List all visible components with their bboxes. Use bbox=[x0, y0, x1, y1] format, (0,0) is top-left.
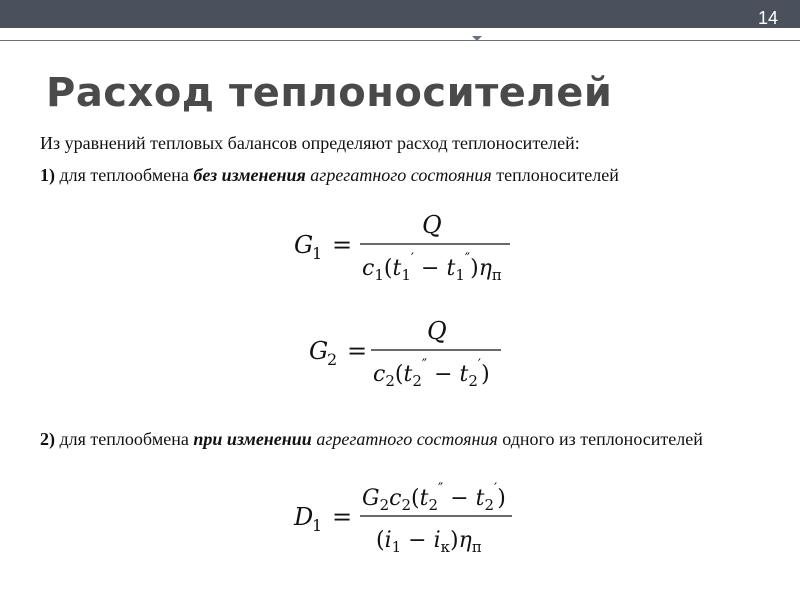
g2-equals: = bbox=[347, 337, 368, 365]
item-1-part-a: для теплообмена bbox=[55, 165, 194, 185]
item-1-text bbox=[40, 162, 770, 188]
item-1-italic: агрегатного состояния bbox=[310, 165, 492, 185]
item-2-part-a: для теплообмена bbox=[55, 429, 194, 449]
item-2-italic: агрегатного состояния bbox=[316, 429, 498, 449]
item-1-emphasis: без изменения bbox=[193, 165, 306, 185]
slide-number: 14 bbox=[757, 8, 778, 28]
intro-text: Из уравнений тепловых балансов определяют расход теплоносителей: bbox=[40, 133, 580, 153]
formula-g1 bbox=[290, 208, 530, 288]
d1-lhs: D bbox=[294, 503, 314, 531]
g1-denominator: $c_1(t_1' - t_1'')\eta_п$ bbox=[362, 251, 502, 284]
d1-lhs-sub: 1 bbox=[312, 516, 323, 535]
g1-numerator: Q bbox=[422, 211, 442, 239]
formula-g2 bbox=[305, 314, 525, 394]
g2-numerator: Q bbox=[427, 317, 447, 345]
item-2-number: 2) bbox=[40, 429, 55, 449]
d1-numerator: $G_2c_2(t_2'' - t_2')$ bbox=[362, 481, 506, 514]
d1-denominator: $(i_1 - i_к)\eta_п$ bbox=[376, 528, 482, 556]
d1-eta-sub: п bbox=[471, 538, 482, 556]
g1-lhs-sub: 1 bbox=[312, 244, 323, 263]
item-2-emphasis: при изменении bbox=[193, 429, 312, 449]
item-2-text bbox=[40, 426, 770, 452]
g2-denominator: $c_2(t_2'' - t_2')$ bbox=[373, 357, 490, 390]
g1-eta: η bbox=[478, 256, 492, 281]
item-1-number: 1) bbox=[40, 165, 55, 185]
item-2-part-c: одного из теплоносителей bbox=[497, 429, 703, 449]
g2-lhs-sub: 2 bbox=[327, 350, 338, 369]
d1-equals: = bbox=[332, 503, 353, 531]
g1-eta-sub: п bbox=[491, 266, 502, 284]
formula-d1 bbox=[290, 480, 530, 570]
header-divider bbox=[0, 40, 800, 41]
d1-eta: η bbox=[458, 528, 472, 553]
slide-title: Расход теплоносителей bbox=[46, 70, 613, 116]
top-bar bbox=[0, 0, 800, 28]
g1-lhs: G bbox=[294, 231, 314, 259]
g2-lhs: G bbox=[309, 337, 329, 365]
divider-marker bbox=[472, 36, 482, 41]
g1-equals: = bbox=[332, 231, 353, 259]
d1-i-sub-k: к bbox=[440, 538, 451, 556]
item-1-part-c: теплоносителей bbox=[491, 165, 619, 185]
